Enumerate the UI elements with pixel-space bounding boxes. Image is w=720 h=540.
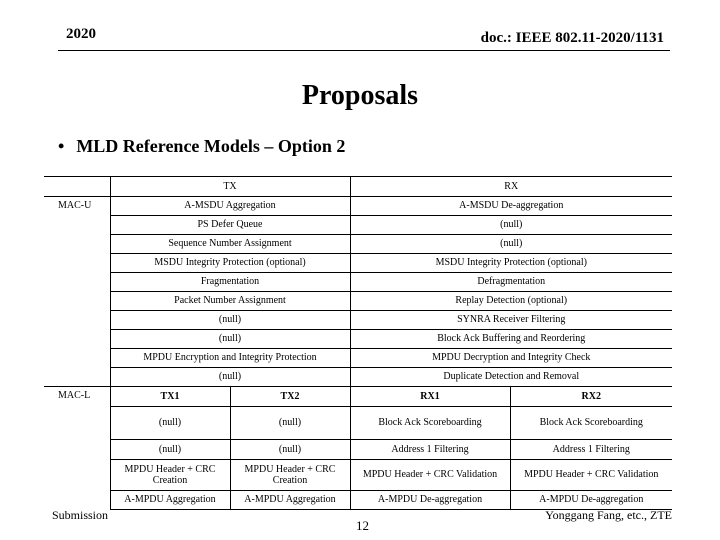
bullet-item	[58, 136, 345, 157]
header-tx: TX	[110, 177, 350, 197]
tx-cell: (null)	[110, 311, 350, 330]
header-year: 2020	[66, 26, 96, 42]
mld-reference-table	[44, 176, 672, 510]
rx-cell: MPDU Decryption and Integrity Check	[350, 349, 672, 368]
tx-cell: PS Defer Queue	[110, 216, 350, 235]
bullet-symbol: •	[58, 136, 65, 156]
mac-l-label: MAC-L	[44, 387, 110, 510]
tx1-cell: (null)	[110, 407, 230, 440]
tx-cell: MPDU Encryption and Integrity Protection	[110, 349, 350, 368]
rx-cell: Replay Detection (optional)	[350, 292, 672, 311]
rx2-cell: Block Ack Scoreboarding	[510, 407, 672, 440]
header-tx2: TX2	[230, 387, 350, 407]
rx1-cell: Block Ack Scoreboarding	[350, 407, 510, 440]
rx1-cell: MPDU Header + CRC Validation	[350, 460, 510, 491]
rx-cell: MSDU Integrity Protection (optional)	[350, 254, 672, 273]
rx-cell: Duplicate Detection and Removal	[350, 368, 672, 387]
tx1-cell: MPDU Header + CRC Creation	[110, 460, 230, 491]
footer-author: Yonggang Fang, etc., ZTE	[545, 508, 672, 522]
tx-cell: Packet Number Assignment	[110, 292, 350, 311]
header-rx1: RX1	[350, 387, 510, 407]
rx-cell: (null)	[350, 235, 672, 254]
header-doc-id: doc.: IEEE 802.11-2020/1131	[480, 30, 664, 46]
rx-cell: Block Ack Buffering and Reordering	[350, 330, 672, 349]
bullet-text: MLD Reference Models – Option 2	[76, 136, 346, 156]
rx2-cell: Address 1 Filtering	[510, 440, 672, 460]
tx-cell: MSDU Integrity Protection (optional)	[110, 254, 350, 273]
rx1-cell: A-MPDU De-aggregation	[350, 491, 510, 510]
tx1-cell: (null)	[110, 440, 230, 460]
tx-cell: Sequence Number Assignment	[110, 235, 350, 254]
rx1-cell: Address 1 Filtering	[350, 440, 510, 460]
rx-cell: (null)	[350, 216, 672, 235]
tx-cell: (null)	[110, 368, 350, 387]
tx-cell: (null)	[110, 330, 350, 349]
rx-cell: Defragmentation	[350, 273, 672, 292]
tx-cell: Fragmentation	[110, 273, 350, 292]
mac-u-label: MAC-U	[44, 197, 110, 387]
rx-cell: SYNRA Receiver Filtering	[350, 311, 672, 330]
tx2-cell: MPDU Header + CRC Creation	[230, 460, 350, 491]
rx2-cell: A-MPDU De-aggregation	[510, 491, 672, 510]
footer-page-number: 12	[356, 518, 369, 533]
tx2-cell: A-MPDU Aggregation	[230, 491, 350, 510]
slide-title: Proposals	[301, 80, 419, 111]
header-tx1: TX1	[110, 387, 230, 407]
tx1-cell: A-MPDU Aggregation	[110, 491, 230, 510]
header-divider	[58, 50, 670, 51]
tx2-cell: (null)	[230, 407, 350, 440]
header-rx2: RX2	[510, 387, 672, 407]
rx-cell: A-MSDU De-aggregation	[350, 197, 672, 216]
header-rx: RX	[350, 177, 672, 197]
rx2-cell: MPDU Header + CRC Validation	[510, 460, 672, 491]
empty-corner	[44, 177, 110, 197]
footer-submission: Submission	[52, 508, 109, 522]
tx2-cell: (null)	[230, 440, 350, 460]
tx-cell: A-MSDU Aggregation	[110, 197, 350, 216]
